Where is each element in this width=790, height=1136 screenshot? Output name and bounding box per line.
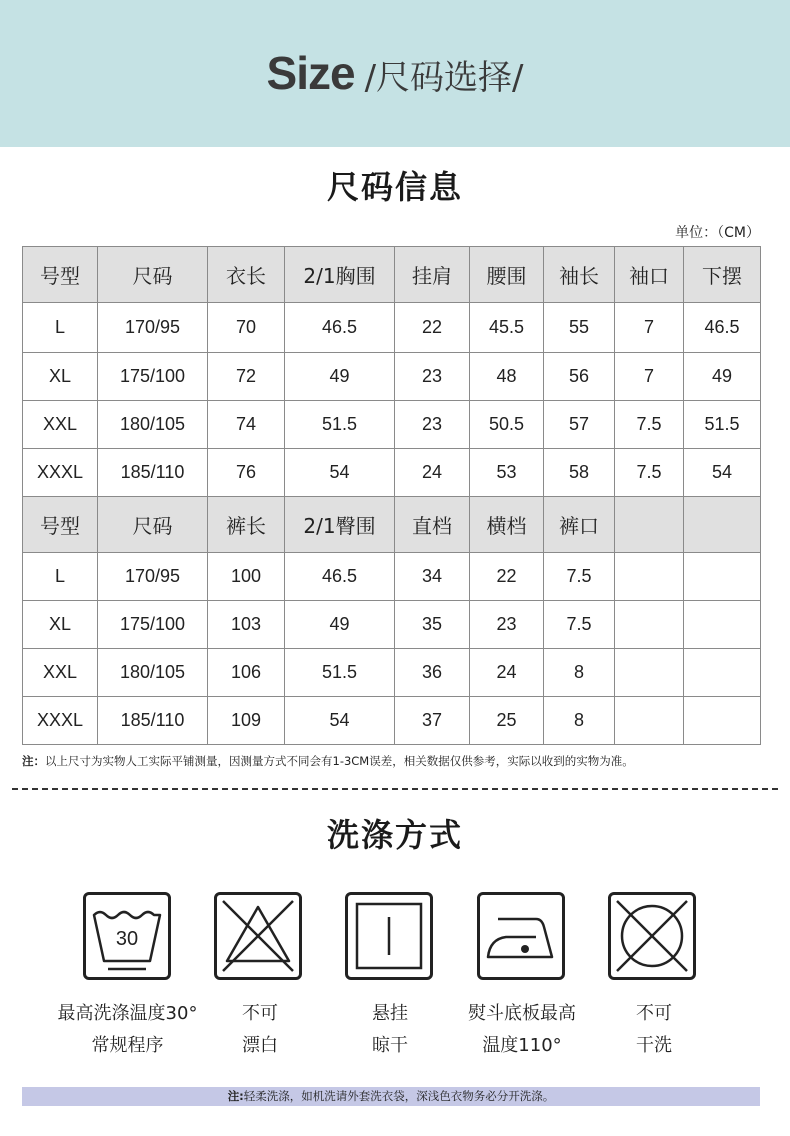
table-cell: 37 <box>395 697 470 745</box>
wash-temp-text: 30 <box>115 928 139 950</box>
wash-label-line1: 悬挂 <box>372 1003 408 1024</box>
table-row <box>23 697 761 745</box>
wash-label-30 <box>40 998 215 1062</box>
wash-label-line2: 常规程序 <box>91 1035 164 1056</box>
table-cell: 51.5 <box>285 401 395 449</box>
table-cell: 103 <box>208 601 285 649</box>
table-cell: 109 <box>208 697 285 745</box>
header-cell: 2/1胸围 <box>285 247 395 303</box>
header-cell: 直档 <box>395 497 470 553</box>
header-cell: 裤口 <box>544 497 615 553</box>
table-cell <box>615 601 684 649</box>
header-cell: 袖长 <box>544 247 615 303</box>
table-cell: 180/105 <box>98 401 208 449</box>
table-cell <box>684 697 761 745</box>
table-cell: XXXL <box>23 697 98 745</box>
table-cell: 58 <box>544 449 615 497</box>
table-cell: XL <box>23 601 98 649</box>
header-cell: 号型 <box>23 247 98 303</box>
wash-label-bleach <box>205 998 315 1062</box>
table-cell: 23 <box>395 401 470 449</box>
table-cell: 54 <box>285 449 395 497</box>
table-cell: 72 <box>208 353 285 401</box>
table-cell: 53 <box>470 449 544 497</box>
table-cell: 57 <box>544 401 615 449</box>
table-cell <box>684 649 761 697</box>
table-cell: 46.5 <box>285 553 395 601</box>
table-row <box>23 553 761 601</box>
table-cell: 7.5 <box>544 601 615 649</box>
table-cell: 51.5 <box>285 649 395 697</box>
wash-label-iron <box>452 998 592 1062</box>
table-cell: 7.5 <box>544 553 615 601</box>
wash-label-line1: 最高洗涤温度30° <box>57 1003 198 1024</box>
table-row <box>23 303 761 353</box>
dashed-divider <box>12 788 778 790</box>
table-cell: 185/110 <box>98 449 208 497</box>
wash-30-icon <box>83 892 171 980</box>
table-cell: 45.5 <box>470 303 544 353</box>
wash-label-line2: 干洗 <box>636 1035 672 1056</box>
note-prefix: 注： <box>22 754 45 768</box>
table-cell: 7.5 <box>615 401 684 449</box>
wash-label-line1: 不可 <box>242 1003 278 1024</box>
size-info-title: 尺码信息 <box>326 168 463 206</box>
table-cell: 170/95 <box>98 303 208 353</box>
table-cell: 56 <box>544 353 615 401</box>
table-cell: 49 <box>684 353 761 401</box>
table-cell: 8 <box>544 649 615 697</box>
table-cell: 74 <box>208 401 285 449</box>
table-cell: 22 <box>470 553 544 601</box>
header-cell: 袖口 <box>615 247 684 303</box>
table-cell: 7.5 <box>615 449 684 497</box>
table-cell: 175/100 <box>98 601 208 649</box>
banner-title-cn: /尺码选择/ <box>364 58 524 98</box>
wash-label-hang <box>335 998 445 1062</box>
table-cell: 100 <box>208 553 285 601</box>
banner-title <box>0 46 790 100</box>
table-cell: XL <box>23 353 98 401</box>
table-cell: 7 <box>615 303 684 353</box>
header-cell: 腰围 <box>470 247 544 303</box>
table-row <box>23 649 761 697</box>
table-cell <box>615 649 684 697</box>
table-cell: 7 <box>615 353 684 401</box>
table-cell: 50.5 <box>470 401 544 449</box>
header-cell: 挂肩 <box>395 247 470 303</box>
header-cell: 尺码 <box>98 497 208 553</box>
wash-label-line2: 晾干 <box>372 1035 408 1056</box>
header-cell <box>684 497 761 553</box>
header-cell: 裤长 <box>208 497 285 553</box>
table-cell: 34 <box>395 553 470 601</box>
measurement-note <box>22 753 782 769</box>
table-cell: 46.5 <box>684 303 761 353</box>
table-cell <box>684 601 761 649</box>
wash-note-prefix: 注: <box>227 1089 244 1103</box>
table-cell <box>615 553 684 601</box>
table-cell: 23 <box>470 601 544 649</box>
unit-label: 单位：（CM） <box>675 225 760 241</box>
table-cell: 25 <box>470 697 544 745</box>
wash-label-line1: 不可 <box>636 1003 672 1024</box>
table-cell: XXL <box>23 649 98 697</box>
table-cell: L <box>23 553 98 601</box>
table-cell: 55 <box>544 303 615 353</box>
table-cell: 175/100 <box>98 353 208 401</box>
header-cell <box>615 497 684 553</box>
table-cell: 46.5 <box>285 303 395 353</box>
table-cell: 49 <box>285 601 395 649</box>
table-cell <box>684 553 761 601</box>
table-cell: 106 <box>208 649 285 697</box>
no-bleach-icon <box>214 892 302 980</box>
table-header-row <box>23 497 761 553</box>
banner-title-en: Size <box>266 47 355 99</box>
table-cell: 49 <box>285 353 395 401</box>
table-row <box>23 401 761 449</box>
wash-note-text: 轻柔洗涤，如机洗请外套洗衣袋，深浅色衣物务必分开洗涤。 <box>243 1089 555 1103</box>
header-cell: 横档 <box>470 497 544 553</box>
table-cell: 48 <box>470 353 544 401</box>
table-cell: 22 <box>395 303 470 353</box>
iron-icon <box>477 892 565 980</box>
table-cell: 51.5 <box>684 401 761 449</box>
no-dry-clean-icon <box>608 892 696 980</box>
table-cell: L <box>23 303 98 353</box>
table-row <box>23 601 761 649</box>
wash-label-line2: 温度110° <box>482 1035 562 1056</box>
table-cell: 8 <box>544 697 615 745</box>
wash-note-bar <box>22 1087 760 1106</box>
table-cell <box>615 697 684 745</box>
table-cell: 170/95 <box>98 553 208 601</box>
table-cell: 23 <box>395 353 470 401</box>
wash-label-line1: 熨斗底板最高 <box>468 1003 576 1024</box>
table-cell: 70 <box>208 303 285 353</box>
table-cell: XXL <box>23 401 98 449</box>
size-table <box>22 246 761 745</box>
table-cell: 76 <box>208 449 285 497</box>
table-row <box>23 449 761 497</box>
wash-label-line2: 漂白 <box>242 1035 278 1056</box>
table-cell: XXXL <box>23 449 98 497</box>
table-cell: 36 <box>395 649 470 697</box>
header-cell: 号型 <box>23 497 98 553</box>
hang-dry-icon <box>345 892 433 980</box>
header-cell: 尺码 <box>98 247 208 303</box>
table-cell: 185/110 <box>98 697 208 745</box>
header-cell: 衣长 <box>208 247 285 303</box>
table-header-row <box>23 247 761 303</box>
header-cell: 下摆 <box>684 247 761 303</box>
table-cell: 35 <box>395 601 470 649</box>
header-cell: 2/1臀围 <box>285 497 395 553</box>
table-cell: 24 <box>395 449 470 497</box>
note-text: 以上尺寸为实物人工实际平铺测量，因测量方式不同会有1-3CM误差，相关数据仅供参考，实际以收到的实物为准。 <box>45 754 634 768</box>
table-cell: 54 <box>285 697 395 745</box>
table-cell: 24 <box>470 649 544 697</box>
table-cell: 54 <box>684 449 761 497</box>
table-cell: 180/105 <box>98 649 208 697</box>
table-row <box>23 353 761 401</box>
wash-label-dryclean <box>599 998 709 1062</box>
wash-title: 洗涤方式 <box>326 816 463 854</box>
